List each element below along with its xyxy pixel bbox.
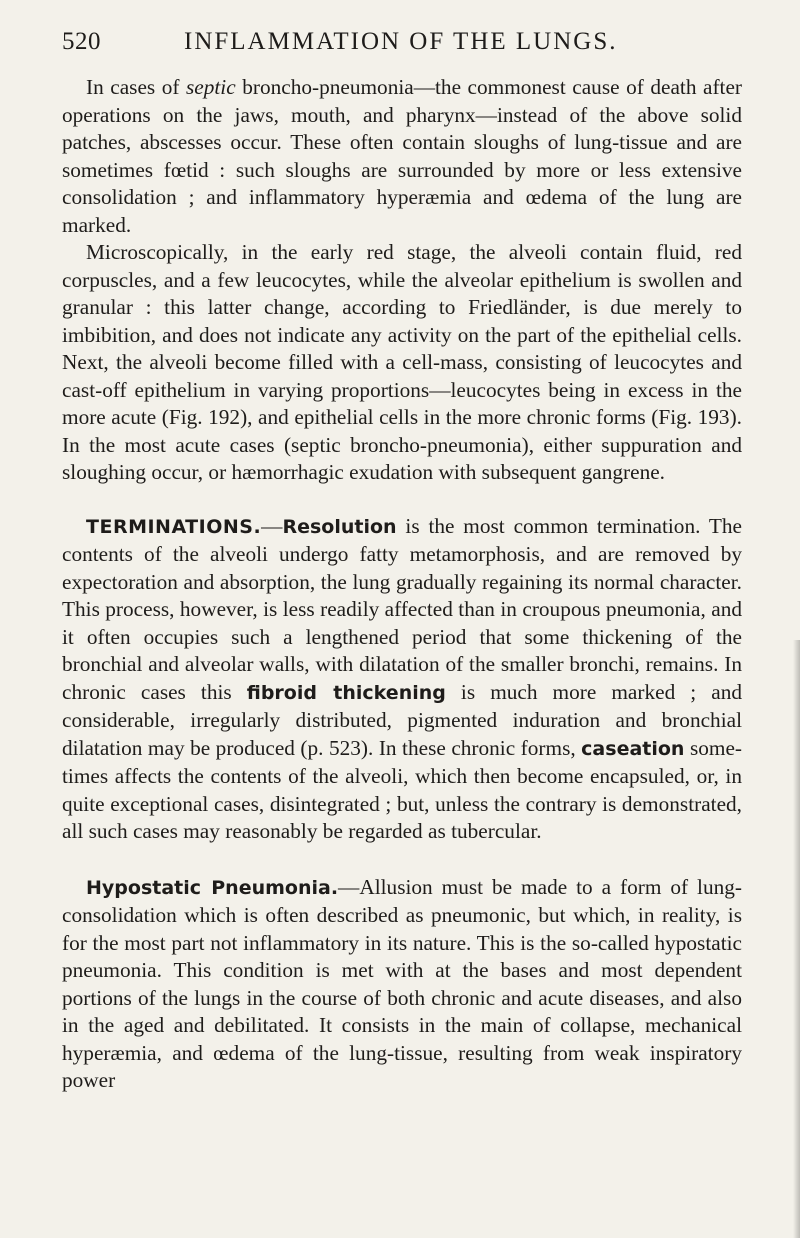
section-heading-hypostatic-pneumonia: Hypostatic Pneumonia. <box>86 876 339 899</box>
text-run: broncho-pneumonia—the commonest cause of death after operations on the jaws, mouth, and pharynx—instead of the above solid patches, abscesses occur. These often contain sloughs of lung-tissue and are sometimes fœtid : such sloughs are surrounded by more or less extensive consolidation ; and inflammatory hyperæmia and œdema of the lung are marked. <box>62 75 742 237</box>
page-header <box>62 28 742 64</box>
paragraph-septic-broncho-pneumonia <box>62 74 742 239</box>
section-heading-terminations: TERMINATIONS. <box>86 515 262 538</box>
text-run: — <box>261 513 283 538</box>
page-number: 520 <box>62 28 101 55</box>
body-text <box>62 74 742 1095</box>
paragraph-terminations <box>62 513 742 846</box>
running-title: INFLAMMATION OF THE LUNGS. <box>184 28 618 55</box>
paragraph-hypostatic-pneumonia <box>62 874 742 1095</box>
bold-term-fibroid-thickening: fibroid thickening <box>246 681 446 704</box>
text-run: In cases of <box>86 75 186 99</box>
bold-term-resolution: Resolution <box>282 515 397 538</box>
page-edge-shadow <box>793 640 800 1238</box>
text-run: sometimes affects the contents of the alveoli, which then become encapsuled, or, in quite exceptional cases, disintegrated ; but, unless the contrary is demonstrated, all such cases may reasonably be regarded as tubercular. <box>62 735 742 843</box>
text-run: —Allusion must be made to a form of lung-consolidation which is often described as pneumonic, but which, in reality, is for the most part not inflammatory in its nature. This is the so-called hypostatic pneumonia. This condition is met with at the bases and most dependent portions of the lungs in the course of both chronic and acute diseases, and also in the aged and debilitated. It consists in the main of collapse, mechanical hyperæmia, and œdema of the lung-tissue, resulting from weak inspiratory power <box>62 874 742 1092</box>
text-run: is much more marked ; and considerable, irregularly distributed, pigmented induration and bronchial dilatation may be produced (p. 523). In these chronic forms, <box>62 679 743 760</box>
text-run: is the most common termination. The contents of the alveoli undergo fatty metamorphosis, and are removed by expectoration and absorption, the lung gradually regaining its normal character. This process, however, is less readily affected than in croupous pneumonia, and it often occupies such a lengthened period that some thickening of the bronchial and alveolar walls, with dilatation of the smaller bronchi, remains. In chronic cases this <box>62 513 742 704</box>
bold-term-caseation: caseation <box>581 737 685 760</box>
italic-term-septic: septic <box>186 75 236 99</box>
paragraph-microscopically: Microscopically, in the early red stage, the alveoli contain fluid, red corpuscles, and a few leucocytes, while the alveolar epithelium is swollen and granular : this latter change, according to Friedländer, is due merely to imbibition, and does not indicate any activity on the part of the epithelial cells. Next, the alveoli become filled with a cell-mass, consisting of leucocytes and cast-off epithelium in varying proportions—leucocytes being in excess in the more acute (Fig. 192), and epithelial cells in the more chronic forms (Fig. 193). In the most acute cases (septic broncho-pneumonia), either suppuration and sloughing occur, or hæmorrhagic exudation with subsequent gangrene. <box>62 240 742 484</box>
